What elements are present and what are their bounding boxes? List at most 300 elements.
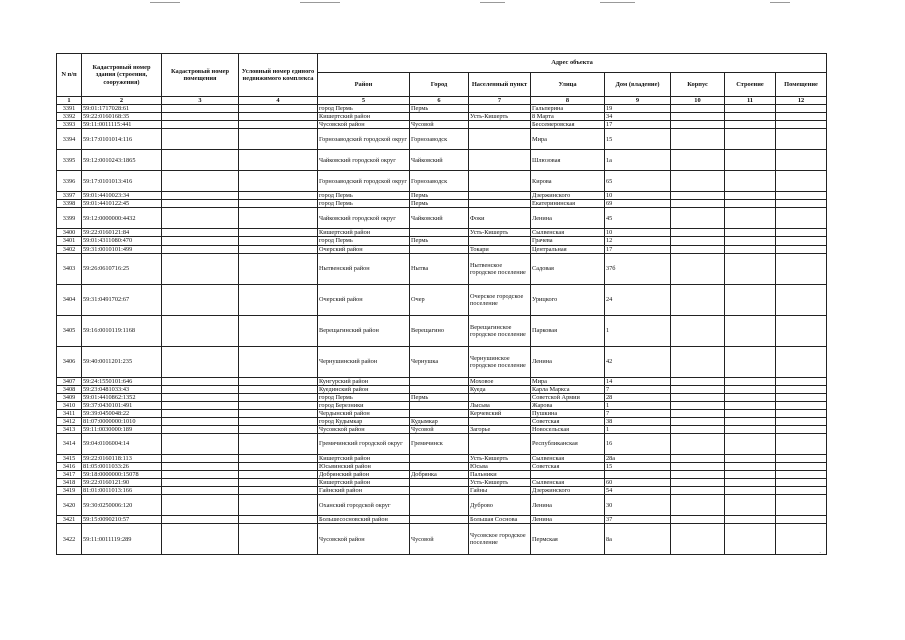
korpus-cell bbox=[671, 409, 725, 417]
cadastral-number-cell: 81:01:0011013:166 bbox=[82, 487, 162, 495]
district-cell: Кишертский район bbox=[318, 454, 410, 462]
row-number-cell: 3400 bbox=[57, 229, 82, 237]
room-cell bbox=[776, 129, 827, 150]
row-number-cell: 3398 bbox=[57, 200, 82, 208]
settlement-cell: Керчевский bbox=[469, 409, 531, 417]
house-cell: 28а bbox=[605, 454, 671, 462]
street-cell: Грачева bbox=[531, 237, 605, 245]
settlement-cell: Пальники bbox=[469, 470, 531, 478]
table-row bbox=[57, 346, 827, 377]
city-cell: Чусовой bbox=[410, 524, 469, 555]
street-cell: Ленина bbox=[531, 346, 605, 377]
table-row bbox=[57, 524, 827, 555]
settlement-cell: Верещагинское городское поселение bbox=[469, 315, 531, 346]
conditional-number-cell bbox=[239, 253, 318, 284]
conditional-number-cell bbox=[239, 171, 318, 192]
row-number-cell: 3409 bbox=[57, 393, 82, 401]
conditional-number-cell bbox=[239, 433, 318, 454]
cadastral-number-cell: 59:04:0106004:14 bbox=[82, 433, 162, 454]
row-number-cell: 3406 bbox=[57, 346, 82, 377]
premises-cadastral-cell bbox=[162, 377, 239, 385]
house-cell: 38 bbox=[605, 417, 671, 425]
house-cell: 42 bbox=[605, 346, 671, 377]
premises-cadastral-cell bbox=[162, 487, 239, 495]
street-cell: Пушкина bbox=[531, 409, 605, 417]
table-header bbox=[57, 54, 827, 105]
settlement-cell: Чусовское городское поселение bbox=[469, 524, 531, 555]
table-row bbox=[57, 315, 827, 346]
room-cell bbox=[776, 284, 827, 315]
column-number: 6 bbox=[410, 97, 469, 105]
district-cell: Кишертский район bbox=[318, 229, 410, 237]
building-cell bbox=[725, 377, 776, 385]
house-cell: 12 bbox=[605, 237, 671, 245]
settlement-cell: Усть-Кишерть bbox=[469, 113, 531, 121]
korpus-cell bbox=[671, 284, 725, 315]
conditional-number-cell bbox=[239, 479, 318, 487]
conditional-number-cell bbox=[239, 245, 318, 253]
district-cell: Чердынский район bbox=[318, 409, 410, 417]
conditional-number-cell bbox=[239, 200, 318, 208]
table-row bbox=[57, 470, 827, 478]
district-cell: Горнозаводский городской округ bbox=[318, 129, 410, 150]
building-cell bbox=[725, 495, 776, 516]
korpus-cell bbox=[671, 192, 725, 200]
premises-cadastral-cell bbox=[162, 284, 239, 315]
house-cell: 15 bbox=[605, 462, 671, 470]
building-cell bbox=[725, 192, 776, 200]
district-cell: Горнозаводский городской округ bbox=[318, 171, 410, 192]
city-cell bbox=[410, 385, 469, 393]
settlement-cell bbox=[469, 129, 531, 150]
house-cell: 17 bbox=[605, 245, 671, 253]
cadastral-number-cell: 59:11:0030000:189 bbox=[82, 425, 162, 433]
city-cell: Гремячинск bbox=[410, 433, 469, 454]
street-cell: Мира bbox=[531, 129, 605, 150]
row-number-cell: 3404 bbox=[57, 284, 82, 315]
table-row bbox=[57, 150, 827, 171]
building-cell bbox=[725, 433, 776, 454]
header-house: Дом (владение) bbox=[605, 73, 671, 97]
street-cell: Екатерининская bbox=[531, 200, 605, 208]
korpus-cell bbox=[671, 524, 725, 555]
korpus-cell bbox=[671, 121, 725, 129]
settlement-cell: Токари bbox=[469, 245, 531, 253]
korpus-cell bbox=[671, 229, 725, 237]
district-cell: Добрянский район bbox=[318, 470, 410, 478]
premises-cadastral-cell bbox=[162, 524, 239, 555]
city-cell bbox=[410, 409, 469, 417]
district-cell: Чернушинский район bbox=[318, 346, 410, 377]
conditional-number-cell bbox=[239, 425, 318, 433]
table-row bbox=[57, 237, 827, 245]
room-cell bbox=[776, 462, 827, 470]
premises-cadastral-cell bbox=[162, 200, 239, 208]
stray-mark: ˙ bbox=[819, 551, 822, 559]
cadastral-number-cell: 59:22:0160121:84 bbox=[82, 229, 162, 237]
street-cell: Шлюзовая bbox=[531, 150, 605, 171]
settlement-cell: Гайны bbox=[469, 487, 531, 495]
settlement-cell bbox=[469, 417, 531, 425]
header-number: N п/п bbox=[57, 54, 82, 97]
street-cell: Садовая bbox=[531, 253, 605, 284]
cadastral-number-cell: 59:22:0160168:35 bbox=[82, 113, 162, 121]
district-cell: город Березники bbox=[318, 401, 410, 409]
settlement-cell bbox=[469, 150, 531, 171]
city-cell: Пермь bbox=[410, 192, 469, 200]
street-cell: Советской Армии bbox=[531, 393, 605, 401]
row-number-cell: 3417 bbox=[57, 470, 82, 478]
row-number-cell: 3410 bbox=[57, 401, 82, 409]
korpus-cell bbox=[671, 150, 725, 171]
house-cell: 10 bbox=[605, 229, 671, 237]
room-cell bbox=[776, 253, 827, 284]
cadastral-number-cell: 59:23:0481033:43 bbox=[82, 385, 162, 393]
cadastral-number-cell: 59:39:0450048:22 bbox=[82, 409, 162, 417]
district-cell: Верещагинский район bbox=[318, 315, 410, 346]
conditional-number-cell bbox=[239, 315, 318, 346]
column-number: 10 bbox=[671, 97, 725, 105]
row-number-cell: 3394 bbox=[57, 129, 82, 150]
premises-cadastral-cell bbox=[162, 495, 239, 516]
district-cell: город Пермь bbox=[318, 105, 410, 113]
house-cell: 1 bbox=[605, 315, 671, 346]
conditional-number-cell bbox=[239, 192, 318, 200]
room-cell bbox=[776, 495, 827, 516]
room-cell bbox=[776, 433, 827, 454]
building-cell bbox=[725, 425, 776, 433]
room-cell bbox=[776, 479, 827, 487]
korpus-cell bbox=[671, 516, 725, 524]
room-cell bbox=[776, 200, 827, 208]
conditional-number-cell bbox=[239, 284, 318, 315]
city-cell bbox=[410, 454, 469, 462]
building-cell bbox=[725, 470, 776, 478]
korpus-cell bbox=[671, 425, 725, 433]
street-cell: Гальперина bbox=[531, 105, 605, 113]
table-row bbox=[57, 487, 827, 495]
table-row bbox=[57, 417, 827, 425]
conditional-number-cell bbox=[239, 150, 318, 171]
conditional-number-cell bbox=[239, 495, 318, 516]
room-cell bbox=[776, 470, 827, 478]
premises-cadastral-cell bbox=[162, 208, 239, 229]
street-cell: Сылвенская bbox=[531, 479, 605, 487]
column-number: 8 bbox=[531, 97, 605, 105]
settlement-cell: Моховое bbox=[469, 377, 531, 385]
header-city: Город bbox=[410, 73, 469, 97]
korpus-cell bbox=[671, 479, 725, 487]
korpus-cell bbox=[671, 385, 725, 393]
city-cell: Чусовой bbox=[410, 121, 469, 129]
korpus-cell bbox=[671, 315, 725, 346]
house-cell: 16 bbox=[605, 433, 671, 454]
house-cell: 24 bbox=[605, 284, 671, 315]
building-cell bbox=[725, 409, 776, 417]
cadastral-number-cell: 59:01:4311080:470 bbox=[82, 237, 162, 245]
conditional-number-cell bbox=[239, 524, 318, 555]
room-cell bbox=[776, 113, 827, 121]
house-cell: 37 bbox=[605, 516, 671, 524]
row-number-cell: 3416 bbox=[57, 462, 82, 470]
house-cell: 34 bbox=[605, 113, 671, 121]
house-cell: 45 bbox=[605, 208, 671, 229]
district-cell: Оханский городской округ bbox=[318, 495, 410, 516]
city-cell: Нытва bbox=[410, 253, 469, 284]
header-korpus: Корпус bbox=[671, 73, 725, 97]
settlement-cell: Усть-Кишерть bbox=[469, 454, 531, 462]
room-cell bbox=[776, 229, 827, 237]
registry-table bbox=[56, 53, 827, 555]
row-number-cell: 3422 bbox=[57, 524, 82, 555]
building-cell bbox=[725, 401, 776, 409]
korpus-cell bbox=[671, 113, 725, 121]
room-cell bbox=[776, 245, 827, 253]
street-cell: Ленина bbox=[531, 208, 605, 229]
room-cell bbox=[776, 393, 827, 401]
row-number-cell: 3402 bbox=[57, 245, 82, 253]
korpus-cell bbox=[671, 377, 725, 385]
table-row bbox=[57, 433, 827, 454]
premises-cadastral-cell bbox=[162, 462, 239, 470]
district-cell: Юсьвинский район bbox=[318, 462, 410, 470]
table-row bbox=[57, 171, 827, 192]
building-cell bbox=[725, 171, 776, 192]
cadastral-number-cell: 59:26:0610716:25 bbox=[82, 253, 162, 284]
house-cell: 7 bbox=[605, 409, 671, 417]
cadastral-number-cell: 59:12:0010243:1865 bbox=[82, 150, 162, 171]
city-cell: Пермь bbox=[410, 105, 469, 113]
settlement-cell: Лысьва bbox=[469, 401, 531, 409]
settlement-cell: Чернушинское городское поселение bbox=[469, 346, 531, 377]
column-number: 12 bbox=[776, 97, 827, 105]
korpus-cell bbox=[671, 200, 725, 208]
building-cell bbox=[725, 516, 776, 524]
city-cell: Чайковский bbox=[410, 208, 469, 229]
header-settlement: Населенный пункт bbox=[469, 73, 531, 97]
building-cell bbox=[725, 454, 776, 462]
street-cell: Жарова bbox=[531, 401, 605, 409]
premises-cadastral-cell bbox=[162, 113, 239, 121]
table-row bbox=[57, 425, 827, 433]
column-number: 4 bbox=[239, 97, 318, 105]
street-cell: Новосельская bbox=[531, 425, 605, 433]
room-cell bbox=[776, 237, 827, 245]
conditional-number-cell bbox=[239, 462, 318, 470]
city-cell bbox=[410, 462, 469, 470]
room-cell bbox=[776, 385, 827, 393]
city-cell: Кудымкар bbox=[410, 417, 469, 425]
building-cell bbox=[725, 385, 776, 393]
column-number: 3 bbox=[162, 97, 239, 105]
cadastral-number-cell: 59:01:4410023:34 bbox=[82, 192, 162, 200]
city-cell bbox=[410, 495, 469, 516]
house-cell: 19 bbox=[605, 105, 671, 113]
table-row bbox=[57, 192, 827, 200]
korpus-cell bbox=[671, 470, 725, 478]
district-cell: Кунгурский район bbox=[318, 377, 410, 385]
building-cell bbox=[725, 245, 776, 253]
settlement-cell: Фоки bbox=[469, 208, 531, 229]
house-cell: 60 bbox=[605, 479, 671, 487]
house-cell: 1 bbox=[605, 425, 671, 433]
room-cell bbox=[776, 171, 827, 192]
cadastral-number-cell: 59:17:0101014:116 bbox=[82, 129, 162, 150]
city-cell bbox=[410, 401, 469, 409]
row-number-cell: 3412 bbox=[57, 417, 82, 425]
house-cell bbox=[605, 470, 671, 478]
room-cell bbox=[776, 454, 827, 462]
room-cell bbox=[776, 516, 827, 524]
cadastral-number-cell: 59:12:0000000:4432 bbox=[82, 208, 162, 229]
table-row bbox=[57, 200, 827, 208]
building-cell bbox=[725, 479, 776, 487]
street-cell: Ленина bbox=[531, 495, 605, 516]
room-cell bbox=[776, 425, 827, 433]
city-cell: Пермь bbox=[410, 237, 469, 245]
korpus-cell bbox=[671, 237, 725, 245]
korpus-cell bbox=[671, 105, 725, 113]
city-cell: Пермь bbox=[410, 393, 469, 401]
building-cell bbox=[725, 150, 776, 171]
korpus-cell bbox=[671, 393, 725, 401]
premises-cadastral-cell bbox=[162, 454, 239, 462]
row-number-cell: 3407 bbox=[57, 377, 82, 385]
conditional-number-cell bbox=[239, 516, 318, 524]
cadastral-number-cell: 59:31:0010101:499 bbox=[82, 245, 162, 253]
premises-cadastral-cell bbox=[162, 417, 239, 425]
district-cell: Чусовской район bbox=[318, 425, 410, 433]
korpus-cell bbox=[671, 245, 725, 253]
city-cell bbox=[410, 479, 469, 487]
building-cell bbox=[725, 121, 776, 129]
district-cell: город Пермь bbox=[318, 237, 410, 245]
premises-cadastral-cell bbox=[162, 425, 239, 433]
city-cell: Горнозаводск bbox=[410, 129, 469, 150]
table-row bbox=[57, 409, 827, 417]
cadastral-number-cell: 81:07:0000000:1010 bbox=[82, 417, 162, 425]
conditional-number-cell bbox=[239, 470, 318, 478]
room-cell bbox=[776, 208, 827, 229]
room-cell bbox=[776, 150, 827, 171]
settlement-cell: Усть-Кишерть bbox=[469, 479, 531, 487]
conditional-number-cell bbox=[239, 401, 318, 409]
table-row bbox=[57, 385, 827, 393]
row-number-cell: 3414 bbox=[57, 433, 82, 454]
cadastral-number-cell: 59:24:1550101:646 bbox=[82, 377, 162, 385]
row-number-cell: 3413 bbox=[57, 425, 82, 433]
column-number: 7 bbox=[469, 97, 531, 105]
district-cell: Очерский район bbox=[318, 284, 410, 315]
cadastral-number-cell: 59:31:0491702:67 bbox=[82, 284, 162, 315]
cadastral-number-cell: 59:22:0160121:90 bbox=[82, 479, 162, 487]
conditional-number-cell bbox=[239, 487, 318, 495]
table-row bbox=[57, 495, 827, 516]
header-district: Район bbox=[318, 73, 410, 97]
row-number-cell: 3397 bbox=[57, 192, 82, 200]
row-number-cell: 3393 bbox=[57, 121, 82, 129]
house-cell: 17 bbox=[605, 121, 671, 129]
korpus-cell bbox=[671, 208, 725, 229]
column-number: 9 bbox=[605, 97, 671, 105]
korpus-cell bbox=[671, 129, 725, 150]
settlement-cell bbox=[469, 171, 531, 192]
premises-cadastral-cell bbox=[162, 516, 239, 524]
premises-cadastral-cell bbox=[162, 229, 239, 237]
conditional-number-cell bbox=[239, 417, 318, 425]
conditional-number-cell bbox=[239, 237, 318, 245]
house-cell: 37б bbox=[605, 253, 671, 284]
premises-cadastral-cell bbox=[162, 171, 239, 192]
korpus-cell bbox=[671, 495, 725, 516]
table-row bbox=[57, 377, 827, 385]
district-cell: Нытвенский район bbox=[318, 253, 410, 284]
premises-cadastral-cell bbox=[162, 385, 239, 393]
conditional-number-cell bbox=[239, 409, 318, 417]
cadastral-number-cell: 59:16:0010119:1168 bbox=[82, 315, 162, 346]
row-number-cell: 3411 bbox=[57, 409, 82, 417]
korpus-cell bbox=[671, 433, 725, 454]
house-cell: 1а bbox=[605, 150, 671, 171]
premises-cadastral-cell bbox=[162, 121, 239, 129]
korpus-cell bbox=[671, 346, 725, 377]
house-cell: 54 bbox=[605, 487, 671, 495]
cadastral-number-cell: 59:15:0090210:57 bbox=[82, 516, 162, 524]
street-cell: Дзержинского bbox=[531, 487, 605, 495]
row-number-cell: 3415 bbox=[57, 454, 82, 462]
building-cell bbox=[725, 284, 776, 315]
house-cell: 7 bbox=[605, 385, 671, 393]
cadastral-number-cell: 59:01:1717028:61 bbox=[82, 105, 162, 113]
row-number-cell: 3408 bbox=[57, 385, 82, 393]
city-cell bbox=[410, 229, 469, 237]
building-cell bbox=[725, 417, 776, 425]
district-cell: город Кудымкар bbox=[318, 417, 410, 425]
settlement-cell bbox=[469, 237, 531, 245]
district-cell: город Пермь bbox=[318, 393, 410, 401]
conditional-number-cell bbox=[239, 346, 318, 377]
row-number-cell: 3420 bbox=[57, 495, 82, 516]
district-cell: Чайковский городской округ bbox=[318, 150, 410, 171]
premises-cadastral-cell bbox=[162, 401, 239, 409]
house-cell: 14 bbox=[605, 377, 671, 385]
building-cell bbox=[725, 208, 776, 229]
cadastral-number-cell: 59:37:0430101:491 bbox=[82, 401, 162, 409]
city-cell: Верещагино bbox=[410, 315, 469, 346]
city-cell bbox=[410, 113, 469, 121]
district-cell: город Пермь bbox=[318, 192, 410, 200]
korpus-cell bbox=[671, 487, 725, 495]
table-row bbox=[57, 284, 827, 315]
building-cell bbox=[725, 346, 776, 377]
district-cell: Чусовской район bbox=[318, 121, 410, 129]
house-cell: 10 bbox=[605, 192, 671, 200]
district-cell: Очерский район bbox=[318, 245, 410, 253]
house-cell: 8а bbox=[605, 524, 671, 555]
row-number-cell: 3391 bbox=[57, 105, 82, 113]
settlement-cell bbox=[469, 200, 531, 208]
scan-edge-marks bbox=[0, 0, 905, 6]
city-cell bbox=[410, 377, 469, 385]
column-number-row bbox=[57, 97, 827, 105]
building-cell bbox=[725, 524, 776, 555]
table-row bbox=[57, 253, 827, 284]
street-cell: Дзержинского bbox=[531, 192, 605, 200]
premises-cadastral-cell bbox=[162, 237, 239, 245]
table-row bbox=[57, 516, 827, 524]
settlement-cell bbox=[469, 105, 531, 113]
premises-cadastral-cell bbox=[162, 393, 239, 401]
